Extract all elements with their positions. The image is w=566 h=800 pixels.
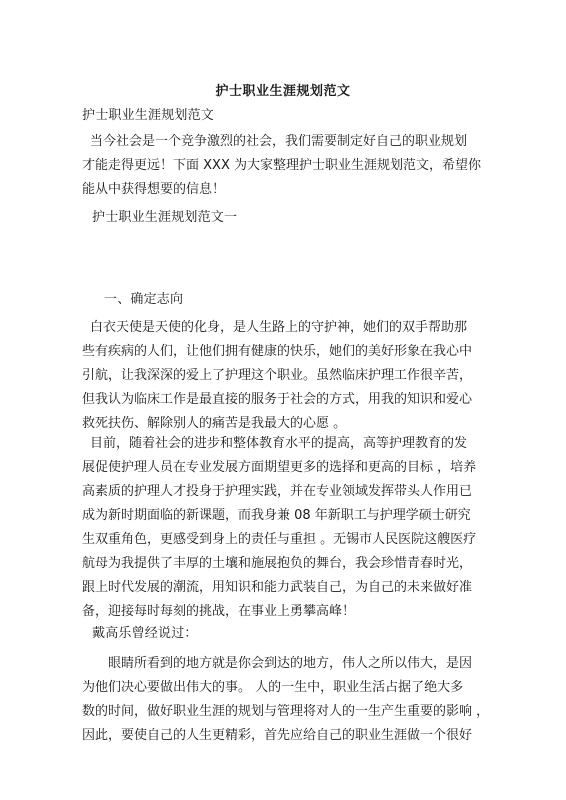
paragraph-2: [82, 432, 476, 624]
paragraph-2-line: 展促使护理人员在专业发展方面期望更多的选择和更高的目标 ，培养: [82, 460, 477, 475]
paragraph-3-line: 为他们决心要做出伟大的事。 人的一生中，职业生活占据了绝大多: [82, 680, 464, 695]
paragraph-2-line: 生双重角色，更感受到身上的责任与重担 。无锡市人民医院这艘医疗: [82, 532, 477, 547]
paragraph-1-line: 但我认为临床工作是最直接的服务于社会的方式，用我的知识和爱心: [82, 392, 473, 407]
paragraph-1: [82, 316, 472, 436]
paragraph-3-line: 因此，要使自己的人生更精彩，首先应给自己的职业生涯做一个很好: [82, 728, 473, 743]
intro-line-3: 能从中获得想要的信息！: [82, 182, 226, 197]
intro-line-1: 当今社会是一个竞争激烈的社会，我们需要制定好自己的职业规划: [90, 134, 468, 149]
heading-determine-aspiration: 一、确定志向: [104, 292, 184, 307]
paragraph-1-line: 救死扶伤、解除别人的痛苦是我最大的心愿 。: [82, 416, 347, 431]
document-subtitle: 护士职业生涯规划范文: [82, 108, 215, 123]
paragraph-2-line: 备，迎接每时每刻的挑战，在事业上勇攀高峰！: [82, 604, 356, 619]
document-title: 护士职业生涯规划范文: [215, 84, 351, 99]
paragraph-2-line: 高素质的护理人才投身于护理实践，并在专业领域发挥带头人作用已: [82, 484, 473, 499]
paragraph-3-line: 眼睛所看到的地方就是你会到达的地方，伟人之所以伟大，是因: [108, 656, 473, 671]
paragraph-1-line: 白衣天使是天使的化身，是人生路上的守护神，她们的双手帮助那: [90, 320, 468, 335]
quote-intro: 戴高乐曾经说过：: [92, 626, 198, 641]
paragraph-1-line: 些有疾病的人们，让他们拥有健康的快乐，她们的美好形象在我心中: [82, 344, 473, 359]
paragraph-2-line: 航母为我提供了丰厚的土壤和施展抱负的舞台，我会珍惜青春时光，: [82, 556, 473, 571]
paragraph-2-line: 目前，随着社会的进步和整体教育水平的提高，高等护理教育的发: [90, 436, 468, 451]
paragraph-3: [82, 652, 489, 748]
paragraph-2-line: 成为新时期面临的新课题，而我身兼 08 年新职工与护理学硕士研究: [82, 508, 471, 523]
paragraph-2-line: 跟上时代发展的潮流，用知识和能力武装自己，为自己的未来做好准: [82, 580, 473, 595]
paragraph-3-line: 数的时间，做好职业生涯的规划与管理将对人的一生产生重要的影响 ，: [82, 704, 490, 719]
paragraph-1-line: 引航，让我深深的爱上了护理这个职业。虽然临床护理工作很辛苦，: [82, 368, 473, 383]
section-title: 护士职业生涯规划范文一: [92, 210, 238, 225]
intro-line-2: 才能走得更远！下面 XXX 为大家整理护士职业生涯规划范文，希望你: [82, 158, 481, 173]
intro-paragraph: [82, 130, 481, 202]
